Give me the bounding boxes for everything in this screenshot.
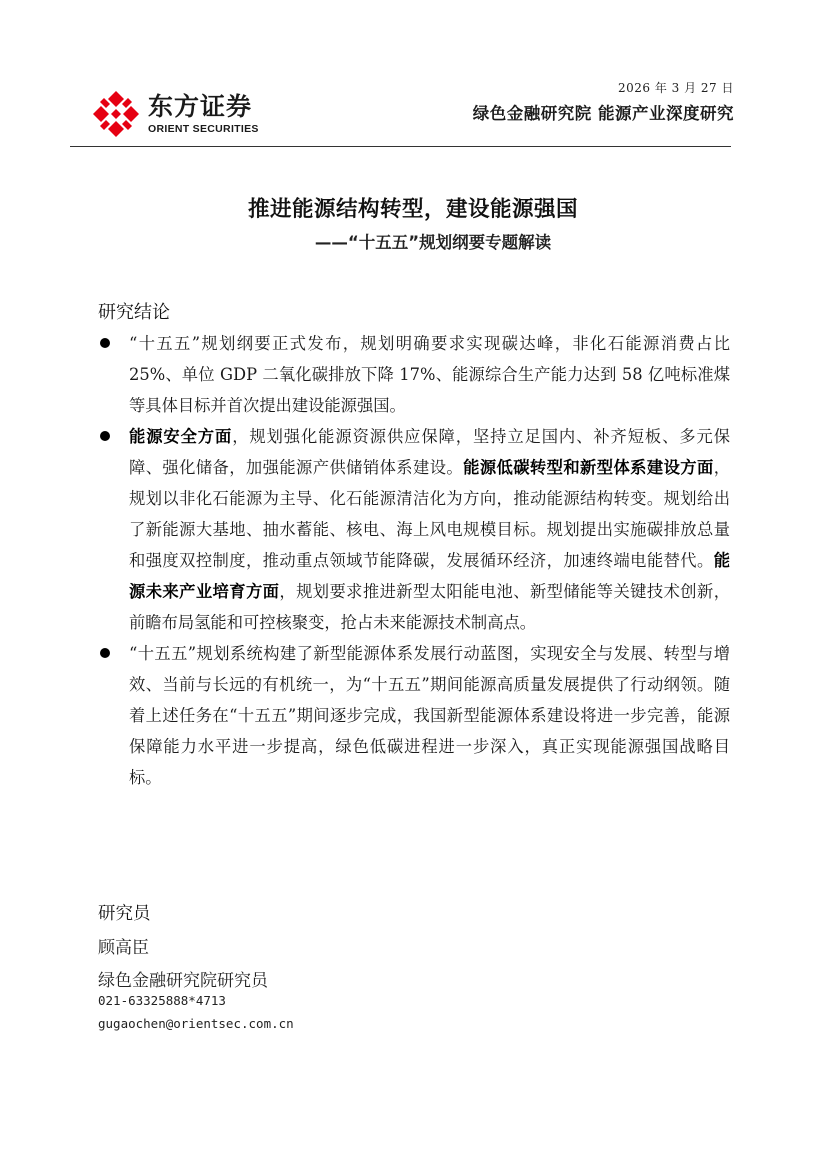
orient-securities-logo-icon [92,90,140,138]
bullet-dot-icon [100,338,110,348]
conclusion-bold-text: 能源安全方面 [129,427,233,446]
conclusion-bold-text: 能源未来产业培育方面 [129,551,730,601]
company-logo [92,90,259,138]
logo-chinese-name: 东方证券 [148,92,253,121]
conclusion-item-3 [96,638,730,793]
conclusion-item-1 [96,328,730,421]
researcher-name: 顾高臣 [98,938,149,958]
report-date: 2026 年 3 月 27 日 [617,81,734,95]
conclusion-text: ，规划要求推进新型太阳能电池、新型储能等关键技术创新，前瞻布局氢能和可控核聚变，抢占未来能源技术制高点。 [129,582,730,632]
header-divider [70,146,731,147]
conclusion-text: ，规划以非化石能源为主导、化石能源清洁化为方向，推动能源结构转变。规划给出了新能源大基地、抽水蓄能、核电、海上风电规模目标。规划提出实施碳排放总量和强度双控制度，推动重点领域节能降碳，发展循环经济，加速终端电能替代。 [129,458,730,570]
bullet-dot-icon [100,431,110,441]
conclusion-text: “十五五”规划纲要正式发布，规划明确要求实现碳达峰，非化石能源消费占比 25%、单位 GDP 二氧化碳排放下降 17%、能源综合生产能力达到 58 亿吨标准煤等具体目标并首次提出建设能源强国。 [129,334,730,415]
conclusions-list [96,328,730,793]
researcher-title: 绿色金融研究院研究员 [98,971,268,991]
conclusions-heading: 研究结论 [98,302,170,323]
conclusion-bold-text: 能源低碳转型和新型体系建设方面 [463,458,714,477]
conclusion-text: ，规划强化能源资源供应保障，坚持立足国内、补齐短板、多元保障、强化储备，加强能源产供储销体系建设。 [129,427,730,477]
report-subtitle: ——“十五五”规划纲要专题解读 [314,233,552,252]
researcher-phone: 021-63325888*4713 [98,993,226,1008]
researcher-email: gugaochen@orientsec.com.cn [98,1016,294,1031]
logo-english-name: ORIENT SECURITIES [148,123,259,135]
bullet-dot-icon [100,648,110,658]
conclusion-item-2 [96,421,730,638]
report-title: 推进能源结构转型，建设能源强国 [247,197,578,222]
researcher-heading: 研究员 [98,904,151,924]
department-label: 绿色金融研究院 能源产业深度研究 [472,104,734,123]
conclusion-text: “十五五”规划系统构建了新型能源体系发展行动蓝图，实现安全与发展、转型与增效、当前与长远的有机统一，为“十五五”期间能源高质量发展提供了行动纲领。随着上述任务在“十五五”期间逐步完成，我国新型能源体系建设将进一步完善，能源保障能力水平进一步提高，绿色低碳进程进一步深入，真正实现能源强国战略目标。 [129,644,730,787]
